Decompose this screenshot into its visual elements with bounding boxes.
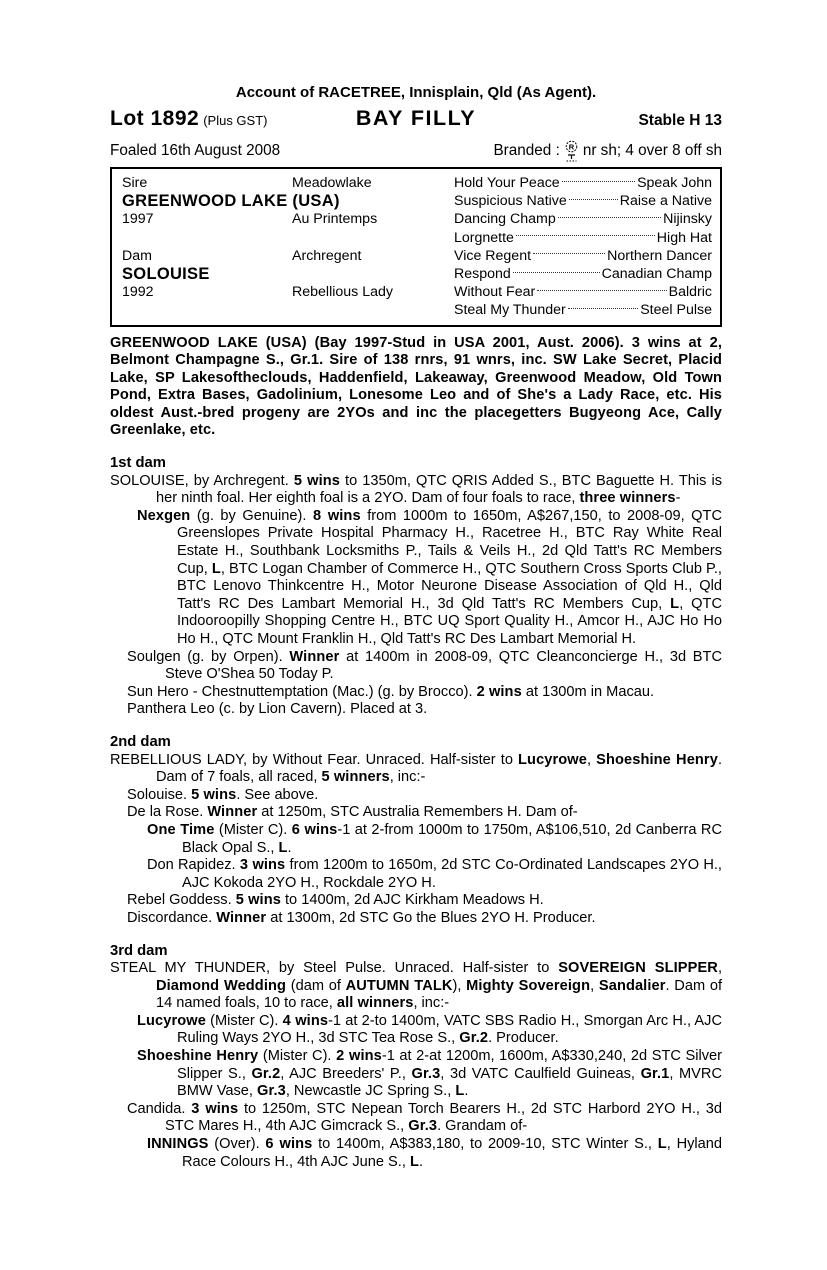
text-run: STEAL MY THUNDER, by Steel Pulse. Unraced. Half-sister to (110, 960, 559, 977)
text-run: 5 wins (235, 892, 281, 909)
dotted-leader (569, 199, 618, 200)
text-run: Sandalier (598, 977, 666, 994)
pedigree-paragraph (127, 892, 722, 910)
dotted-leader (568, 308, 638, 309)
pedigree-subject-column (122, 247, 292, 320)
text-run: . (464, 1083, 469, 1100)
text-run: , MVRC BMW Vase, (177, 1065, 722, 1100)
text-run: from 1200m to 1650m, 2d STC Co-Ordinated Landscapes 2YO H., AJC Kokoda 2YO H., Rockdale 2YO H. (182, 857, 722, 891)
text-run: at 1300m in Macau. (521, 683, 655, 700)
text-run: De la Rose. (127, 804, 208, 821)
grandparent-line (454, 229, 712, 247)
text-run: (g. by Genuine). (190, 507, 313, 524)
account-line: Account of RACETREE, Innisplain, Qld (As Agent). (235, 84, 597, 101)
text-run: 5 winners (321, 769, 390, 786)
brand-icon (563, 140, 580, 163)
text-run: Soulgen (g. by Orpen). (127, 648, 290, 665)
dam-sections (110, 455, 722, 1171)
spacer (292, 229, 454, 247)
grandparent-line (454, 174, 712, 192)
parent-name: Au Printemps (292, 211, 378, 228)
text-run: , 3d VATC Caulfield Guineas, (440, 1065, 641, 1082)
foaled-date: Foaled 16th August 2008 (110, 142, 281, 159)
grandparent-sire: High Hat (656, 229, 712, 246)
pedigree-parents-column (292, 174, 454, 247)
text-run: all winners (336, 995, 414, 1012)
spacer (292, 265, 454, 283)
spacer (122, 301, 292, 319)
text-run: -1 at 2-to 1400m, VATC SBS Radio H., Smorgan Arc H., AJC Ruling Ways 2YO H., 3d STC Tea Rose S., (177, 1012, 722, 1047)
text-run: L (278, 839, 288, 856)
text-run: . Grandam of- (437, 1118, 528, 1135)
pedigree-paragraph (127, 684, 722, 702)
text-run: REBELLIOUS LADY, by Without Fear. Unraced. Half-sister to (110, 751, 519, 768)
parent-name: Meadowlake (292, 175, 372, 192)
text-run: 3 wins (239, 857, 286, 874)
grandparent-sire: Canadian Champ (601, 266, 712, 283)
text-run: Discordance. (127, 909, 217, 926)
pedigree-paragraph (147, 1136, 722, 1171)
pedigree-paragraph (127, 910, 722, 928)
text-run: Gr.3 (408, 1118, 438, 1135)
text-run: SOLOUISE, by Archregent. (110, 472, 294, 489)
grandparent-line (454, 192, 712, 210)
pedigree-foaling-year: 1997 (122, 211, 154, 228)
pedigree-paragraph (127, 649, 722, 684)
text-run: Winner (289, 648, 340, 665)
dam-section (110, 734, 722, 928)
pedigree-foaling-year: 1992 (122, 284, 154, 301)
branded-info (493, 140, 722, 160)
grandparent-line (454, 265, 712, 283)
text-run: Winner (207, 804, 258, 821)
spacer (292, 301, 454, 319)
text-run: Solouise. (127, 786, 192, 803)
grandparent-name: Respond (454, 266, 511, 283)
text-run: 2 wins (476, 683, 522, 700)
text-run: , (717, 960, 722, 977)
text-run: from 1000m to 1650m, A$267,150, to 2008-09, QTC Greenslopes Private Hospital Pharmacy H., Racetree H., BTC Ray White Real Estate H., Southbank Locksmiths P., Tails & Veils H., 2d Qld Tatt's RC Members Cup, (177, 507, 722, 577)
text-run: Shoeshine Henry (137, 1048, 259, 1065)
pedigree-paragraph (110, 752, 722, 787)
text-run: 2 wins (336, 1048, 382, 1065)
text-run: , Hyland Race Colours H., 4th AJC June S., (182, 1136, 722, 1170)
gst-note: (Plus GST) (203, 113, 268, 128)
pedigree-horse-name: GREENWOOD LAKE (USA) (122, 191, 340, 210)
parent-name: Archregent (292, 247, 362, 264)
text-run: to 1400m, 2d AJC Kirkham Meadows H. (280, 892, 544, 909)
text-run: INNINGS (147, 1136, 209, 1153)
grandparent-name: Hold Your Peace (454, 175, 560, 192)
text-run: L (657, 1136, 667, 1153)
text-run: Shoeshine Henry (596, 751, 718, 768)
grandparent-name: Dancing Champ (454, 211, 556, 228)
grandparent-line (454, 210, 712, 228)
text-run: Mighty Sovereign (466, 977, 591, 994)
text-run: Sun Hero - Chestnuttemptation (Mac.) (g. by Brocco). (127, 683, 477, 700)
text-run: AUTUMN TALK (345, 977, 453, 994)
horse-description: BAY FILLY (355, 106, 477, 130)
grandparent-name: Vice Regent (454, 247, 532, 264)
pedigree-paragraph (147, 857, 722, 892)
text-run: . (287, 839, 292, 856)
pedigree-paragraph (110, 960, 722, 1013)
text-run: One Time (147, 821, 215, 838)
text-run: GREENWOOD LAKE (USA) (Bay 1997-Stud in USA 2001, Aust. 2006). 3 wins at 2, Belmont Champagne S., Gr.1. Sire of 138 rnrs, 91 wnrs, inc. SW Lake Secret, Placid Lake, SP Lakesoftheclouds, Haddenfield, Lakeaway, Greenwood Meadow, Old Town Pond, Extra Bases, Gadolinium, Lonesome Leo and of She's a Lady Race, etc. His oldest Aust.-bred progeny are 2YOs and inc the placegetters Bugyeong Ace, Cally Greenlake, etc. (110, 334, 722, 439)
text-run: three winners (579, 490, 676, 507)
text-run: , Newcastle JC Spring S., (285, 1083, 456, 1100)
dotted-leader (516, 235, 655, 236)
pedigree-role-label: Dam (122, 247, 152, 264)
text-run: 3 wins (191, 1100, 239, 1117)
svg-text:R: R (568, 142, 575, 152)
sire-summary-paragraph (110, 335, 722, 441)
dotted-leader (562, 181, 635, 182)
pedigree-paragraph (147, 822, 722, 857)
text-run: Gr.2 (459, 1030, 489, 1047)
dam-section-heading: 1st dam (110, 455, 166, 472)
text-run: (dam of (286, 977, 346, 994)
text-run: SOVEREIGN SLIPPER (558, 960, 718, 977)
branded-description: nr sh; 4 over 8 off sh (582, 142, 722, 159)
text-run: , AJC Breeders' P., (280, 1065, 412, 1082)
text-run: , (586, 751, 597, 768)
text-run: Gr.2 (251, 1065, 281, 1082)
text-run: to 1350m, QTC QRIS Added S., BTC Baguette H. This is her ninth foal. Her eighth foal is a 2YO. Dam of four foals to race, (156, 472, 722, 507)
grandparent-line (454, 283, 712, 301)
grandparent-sire: Speak John (637, 175, 712, 192)
grandparent-sire: Steel Pulse (640, 302, 712, 319)
grandparent-name: Lorgnette (454, 229, 514, 246)
pedigree-dam-row (122, 247, 712, 320)
text-run: . Dam of 7 foals, all raced, (156, 751, 722, 786)
lot-left-group (110, 107, 320, 131)
text-run: to 1400m, A$383,180, to 2009-10, STC Winter S., (312, 1136, 658, 1153)
grandparent-sire: Raise a Native (619, 193, 712, 210)
pedigree-grandparents-column (454, 174, 712, 247)
stable-location: Stable H 13 (638, 112, 722, 129)
text-run: L (455, 1083, 465, 1100)
text-run: at 1400m in 2008-09, QTC Cleanconcierge H., 3d BTC Steve O'Shea 50 Today P. (165, 648, 722, 683)
pedigree-paragraph (127, 701, 722, 719)
pedigree-paragraph (127, 1101, 722, 1136)
text-run: Lucyrowe (137, 1012, 206, 1029)
text-run: Gr.3 (257, 1083, 286, 1100)
lot-number: Lot 1892 (110, 107, 200, 130)
text-run: L (211, 560, 221, 577)
pedigree-paragraph (137, 1013, 722, 1048)
text-run: -1 at 2-at 1200m, 1600m, A$330,240, 2d STC Silver Slipper S., (177, 1048, 722, 1082)
text-run: (Mister C). (214, 821, 292, 838)
branded-label: Branded : (493, 142, 560, 159)
text-run: Diamond Wedding (156, 977, 286, 994)
foal-line (110, 140, 722, 160)
spacer (122, 229, 292, 247)
text-run: 6 wins (265, 1136, 313, 1153)
dam-section (110, 455, 722, 719)
parent-name: Rebellious Lady (292, 284, 393, 301)
text-run: . Dam of 14 named foals, 10 to race, (156, 977, 723, 1012)
spacer (292, 192, 454, 210)
text-run: , inc:- (389, 769, 426, 786)
text-run: L (409, 1153, 419, 1170)
catalog-content (110, 84, 722, 1171)
text-run: . See above. (236, 786, 319, 803)
text-run: Gr.1 (640, 1065, 670, 1082)
grandparent-name: Without Fear (454, 284, 536, 301)
text-run: . Producer. (488, 1030, 559, 1047)
pedigree-parents-column (292, 247, 454, 320)
grandparent-name: Steal My Thunder (454, 302, 566, 319)
pedigree-table (110, 167, 722, 327)
dotted-leader (513, 272, 600, 273)
dotted-leader (558, 217, 661, 218)
text-run: 4 wins (282, 1012, 329, 1029)
text-run: , inc:- (413, 995, 450, 1012)
text-run: 5 wins (191, 786, 237, 803)
grandparent-sire: Baldric (668, 284, 712, 301)
text-run: Panthera Leo (c. by Lion Cavern). Placed at 3. (127, 701, 428, 718)
dam-section (110, 943, 722, 1172)
text-run: Don Rapidez. (147, 857, 240, 874)
text-run: L (670, 595, 680, 612)
text-run: , QTC Indooroopilly Shopping Centre H., BTC UQ Sport Quality H., Amcor H., AJC Ho Ho Ho H., QTC Mount Franklin H., Qld Tatt's RC Des Lambart Memorial H. (177, 595, 722, 647)
text-run: (Mister C). (258, 1048, 337, 1065)
text-run: , BTC Logan Chamber of Commerce H., QTC Southern Cross Sports Club P., BTC Lenovo Thinkcentre H., Motor Neurone Disease Association of Qld H., Qld Tatt's RC Des Lambart Memorial H., 3d Qld Tatt's RC Members Cup, (177, 560, 722, 612)
text-run: ), (452, 977, 467, 994)
pedigree-sire-row (122, 174, 712, 247)
text-run: - (675, 490, 681, 507)
text-run: , (590, 977, 599, 994)
text-run: 8 wins (312, 507, 361, 524)
text-run: to 1250m, STC Nepean Torch Bearers H., 2d STC Harbord 2YO H., 3d STC Mares H., 4th AJC Gimcrack S., (165, 1100, 722, 1135)
grandparent-line (454, 301, 712, 319)
text-run: (Over). (208, 1136, 266, 1153)
text-run: Lucyrowe (518, 751, 587, 768)
grandparent-sire: Northern Dancer (607, 247, 712, 264)
grandparent-name: Suspicious Native (454, 193, 567, 210)
pedigree-paragraph (110, 473, 722, 508)
text-run: (Mister C). (205, 1012, 283, 1029)
text-run: Winner (216, 909, 267, 926)
dotted-leader (533, 253, 605, 254)
text-run: 6 wins (291, 821, 338, 838)
dam-section-heading: 3rd dam (110, 942, 168, 959)
pedigree-paragraph (127, 804, 722, 822)
pedigree-paragraph (127, 787, 722, 805)
text-run: Candida. (127, 1100, 192, 1117)
text-run: Rebel Goddess. (127, 892, 236, 909)
pedigree-horse-name: SOLOUISE (122, 264, 210, 283)
dotted-leader (537, 290, 666, 291)
pedigree-paragraph (137, 508, 722, 649)
text-run: Nexgen (137, 507, 191, 524)
lot-line (110, 106, 722, 131)
grandparent-sire: Nijinsky (663, 211, 712, 228)
text-run: Gr.3 (411, 1065, 441, 1082)
grandparent-line (454, 247, 712, 265)
text-run: . (418, 1153, 424, 1170)
pedigree-grandparents-column (454, 247, 712, 320)
text-run: -1 at 2-from 1000m to 1750m, A$106,510, 2d Canberra RC Black Opal S., (182, 821, 722, 856)
pedigree-paragraph (137, 1048, 722, 1101)
dam-section-heading: 2nd dam (110, 733, 171, 750)
text-run: at 1300m, 2d STC Go the Blues 2YO H. Producer. (266, 909, 596, 926)
text-run: at 1250m, STC Australia Remembers H. Dam of- (257, 804, 578, 821)
pedigree-role-label: Sire (122, 175, 148, 192)
text-run: 5 wins (293, 472, 341, 489)
